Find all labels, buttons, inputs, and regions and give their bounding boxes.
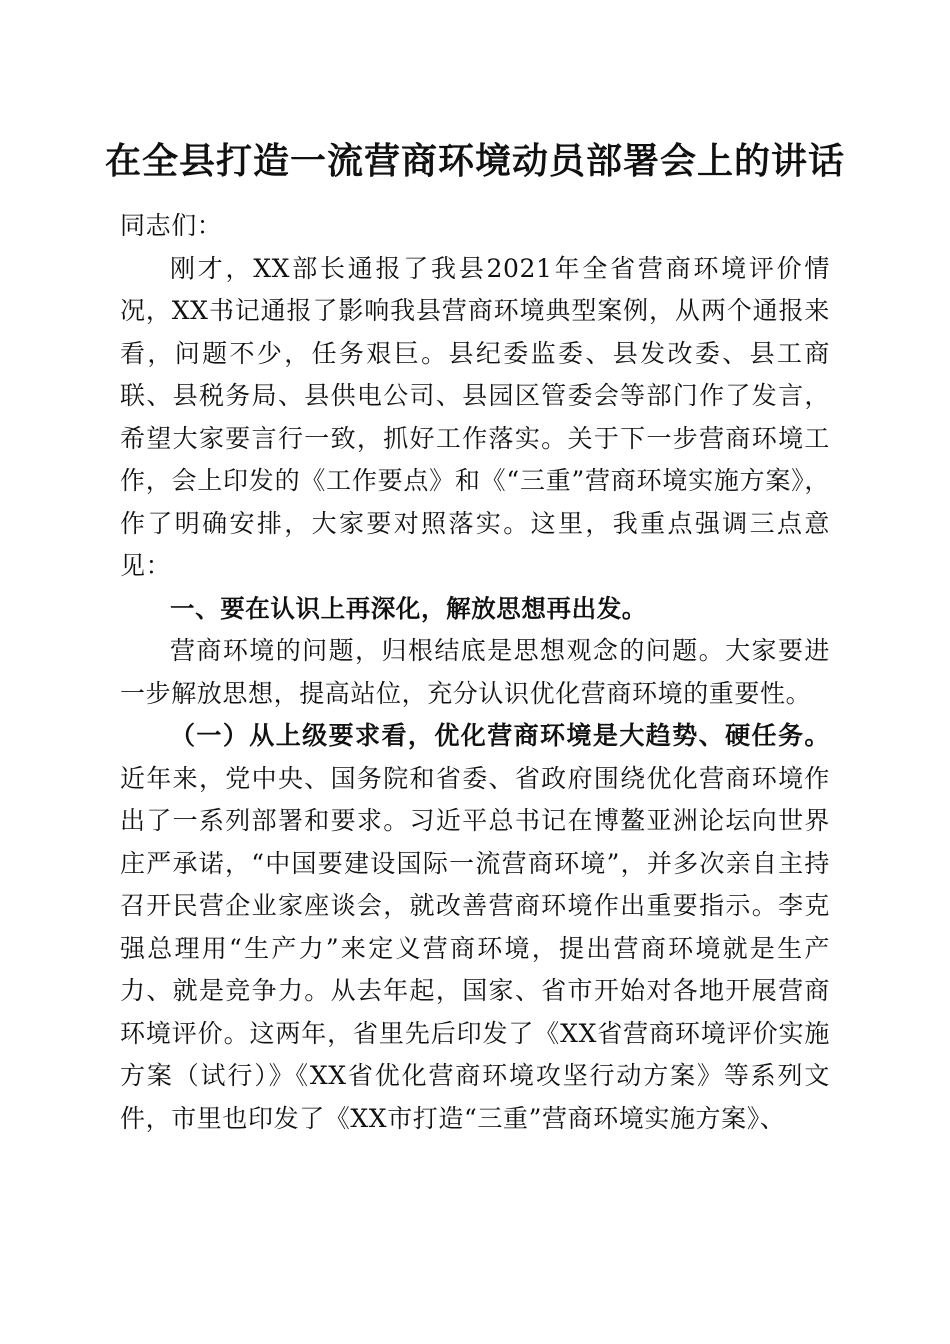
section-paragraph: 营商环境的问题，归根结底是思想观念的问题。大家要进一步解放思想，提高站位，充分认识优化营商环境的重要性。 bbox=[120, 636, 830, 708]
subsection-text: 近年来，党中央、国务院和省委、省政府围绕优化营商环境作出了一系列部署和要求。习近平总书记在博鳌亚洲论坛向世界庄严承诺，“中国要建设国际一流营商环境”，并多次亲自主持召开民营企业家座谈会，就改善营商环境作出重要指示。李克强总理用“生产力”来定义营商环境，提出营商环境就是生产力、就是竞争力。从去年起，国家、省市开始对各地开展营商环境评价。这两年，省里先后印发了《XX省营商环境评价实施方案（试行）》《XX省优化营商环境攻坚行动方案》等系列文件，市里也印发了《XX市打造“三重”营商环境实施方案》、 bbox=[120, 763, 830, 1133]
intro-paragraph: 刚才，XX部长通报了我县2021年全省营商环境评价情况，XX书记通报了影响我县营商环境典型案例，从两个通报来看，问题不少，任务艰巨。县纪委监委、县发改委、县工商联、县税务局、县供电公司、县园区管委会等部门作了发言，希望大家要言行一致，抓好工作落实。关于下一步营商环境工作，会上印发的《工作要点》和《“三重”营商环境实施方案》，作了明确安排，大家要对照落实。这里，我重点强调三点意见： bbox=[120, 253, 830, 580]
section-heading: 一、要在认识上再深化，解放思想再出发。 bbox=[170, 593, 647, 623]
document-title: 在全县打造一流营商环境动员部署会上的讲话 bbox=[104, 140, 845, 182]
greeting: 同志们： bbox=[120, 211, 223, 240]
subsection-lead: （一）从上级要求看，优化营商环境是大趋势、硬任务。 bbox=[170, 721, 830, 750]
document-body bbox=[120, 205, 830, 1140]
subsection-paragraph bbox=[120, 715, 830, 1140]
